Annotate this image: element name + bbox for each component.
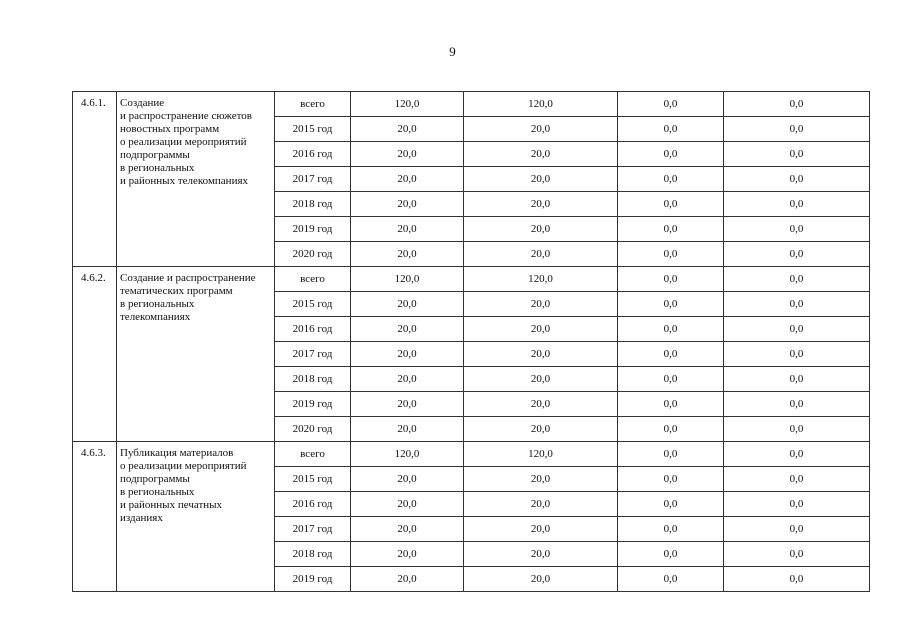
federal-cell: 0,0 (618, 192, 724, 217)
budget-cell: 20,0 (464, 392, 618, 417)
other-cell: 0,0 (724, 517, 870, 542)
budget-cell: 20,0 (464, 117, 618, 142)
period-cell: 2015 год (275, 292, 351, 317)
budget-cell: 20,0 (464, 342, 618, 367)
period-cell: всего (275, 92, 351, 117)
federal-cell: 0,0 (618, 242, 724, 267)
period-cell: 2020 год (275, 242, 351, 267)
table-row (73, 92, 870, 117)
budget-cell: 20,0 (464, 492, 618, 517)
item-number-cell: 4.6.3. (73, 442, 117, 592)
budget-cell: 20,0 (464, 167, 618, 192)
federal-cell: 0,0 (618, 367, 724, 392)
federal-cell: 0,0 (618, 417, 724, 442)
period-cell: 2018 год (275, 192, 351, 217)
total-cell: 120,0 (351, 267, 464, 292)
period-cell: 2017 год (275, 167, 351, 192)
budget-cell: 20,0 (464, 517, 618, 542)
other-cell: 0,0 (724, 392, 870, 417)
total-cell: 20,0 (351, 542, 464, 567)
other-cell: 0,0 (724, 317, 870, 342)
total-cell: 120,0 (351, 92, 464, 117)
budget-cell: 20,0 (464, 367, 618, 392)
federal-cell: 0,0 (618, 517, 724, 542)
total-cell: 20,0 (351, 492, 464, 517)
budget-table (72, 91, 870, 592)
period-cell: 2016 год (275, 142, 351, 167)
budget-cell: 20,0 (464, 142, 618, 167)
item-number-cell: 4.6.2. (73, 267, 117, 442)
total-cell: 20,0 (351, 467, 464, 492)
period-cell: 2017 год (275, 517, 351, 542)
other-cell: 0,0 (724, 92, 870, 117)
period-cell: 2015 год (275, 117, 351, 142)
period-cell: 2015 год (275, 467, 351, 492)
total-cell: 20,0 (351, 117, 464, 142)
period-cell: 2018 год (275, 542, 351, 567)
federal-cell: 0,0 (618, 442, 724, 467)
other-cell: 0,0 (724, 417, 870, 442)
federal-cell: 0,0 (618, 117, 724, 142)
period-cell: 2016 год (275, 492, 351, 517)
other-cell: 0,0 (724, 342, 870, 367)
other-cell: 0,0 (724, 542, 870, 567)
federal-cell: 0,0 (618, 142, 724, 167)
federal-cell: 0,0 (618, 392, 724, 417)
budget-cell: 20,0 (464, 292, 618, 317)
federal-cell: 0,0 (618, 92, 724, 117)
budget-cell: 120,0 (464, 92, 618, 117)
period-cell: 2016 год (275, 317, 351, 342)
other-cell: 0,0 (724, 142, 870, 167)
budget-cell: 20,0 (464, 317, 618, 342)
federal-cell: 0,0 (618, 567, 724, 592)
item-name-cell: Создание и распространение сюжетов новостных программ о реализации мероприятий подпрограммы в региональных и районных телекомпаниях (117, 92, 275, 267)
other-cell: 0,0 (724, 217, 870, 242)
other-cell: 0,0 (724, 267, 870, 292)
budget-cell: 20,0 (464, 217, 618, 242)
total-cell: 20,0 (351, 192, 464, 217)
budget-cell: 120,0 (464, 267, 618, 292)
federal-cell: 0,0 (618, 542, 724, 567)
budget-cell: 20,0 (464, 542, 618, 567)
item-name-cell: Публикация материалов о реализации мероприятий подпрограммы в региональных и районных печатных изданиях (117, 442, 275, 592)
total-cell: 20,0 (351, 142, 464, 167)
other-cell: 0,0 (724, 292, 870, 317)
total-cell: 20,0 (351, 167, 464, 192)
other-cell: 0,0 (724, 467, 870, 492)
period-cell: всего (275, 442, 351, 467)
period-cell: 2019 год (275, 392, 351, 417)
federal-cell: 0,0 (618, 292, 724, 317)
federal-cell: 0,0 (618, 267, 724, 292)
total-cell: 20,0 (351, 317, 464, 342)
period-cell: 2017 год (275, 342, 351, 367)
total-cell: 20,0 (351, 342, 464, 367)
other-cell: 0,0 (724, 492, 870, 517)
federal-cell: 0,0 (618, 467, 724, 492)
other-cell: 0,0 (724, 567, 870, 592)
federal-cell: 0,0 (618, 167, 724, 192)
period-cell: 2020 год (275, 417, 351, 442)
federal-cell: 0,0 (618, 342, 724, 367)
other-cell: 0,0 (724, 367, 870, 392)
total-cell: 20,0 (351, 217, 464, 242)
total-cell: 20,0 (351, 292, 464, 317)
federal-cell: 0,0 (618, 217, 724, 242)
period-cell: 2018 год (275, 367, 351, 392)
budget-cell: 20,0 (464, 242, 618, 267)
total-cell: 20,0 (351, 567, 464, 592)
other-cell: 0,0 (724, 117, 870, 142)
page-number: 9 (449, 44, 456, 59)
total-cell: 120,0 (351, 442, 464, 467)
other-cell: 0,0 (724, 192, 870, 217)
budget-cell: 120,0 (464, 442, 618, 467)
other-cell: 0,0 (724, 167, 870, 192)
period-cell: всего (275, 267, 351, 292)
period-cell: 2019 год (275, 567, 351, 592)
item-number-cell: 4.6.1. (73, 92, 117, 267)
period-cell: 2019 год (275, 217, 351, 242)
federal-cell: 0,0 (618, 492, 724, 517)
total-cell: 20,0 (351, 392, 464, 417)
other-cell: 0,0 (724, 242, 870, 267)
budget-cell: 20,0 (464, 417, 618, 442)
total-cell: 20,0 (351, 242, 464, 267)
total-cell: 20,0 (351, 517, 464, 542)
budget-cell: 20,0 (464, 467, 618, 492)
budget-cell: 20,0 (464, 192, 618, 217)
total-cell: 20,0 (351, 367, 464, 392)
item-name-cell: Создание и распространение тематических программ в региональных телекомпаниях (117, 267, 275, 442)
total-cell: 20,0 (351, 417, 464, 442)
budget-cell: 20,0 (464, 567, 618, 592)
other-cell: 0,0 (724, 442, 870, 467)
table-row (73, 267, 870, 292)
table-row (73, 442, 870, 467)
federal-cell: 0,0 (618, 317, 724, 342)
